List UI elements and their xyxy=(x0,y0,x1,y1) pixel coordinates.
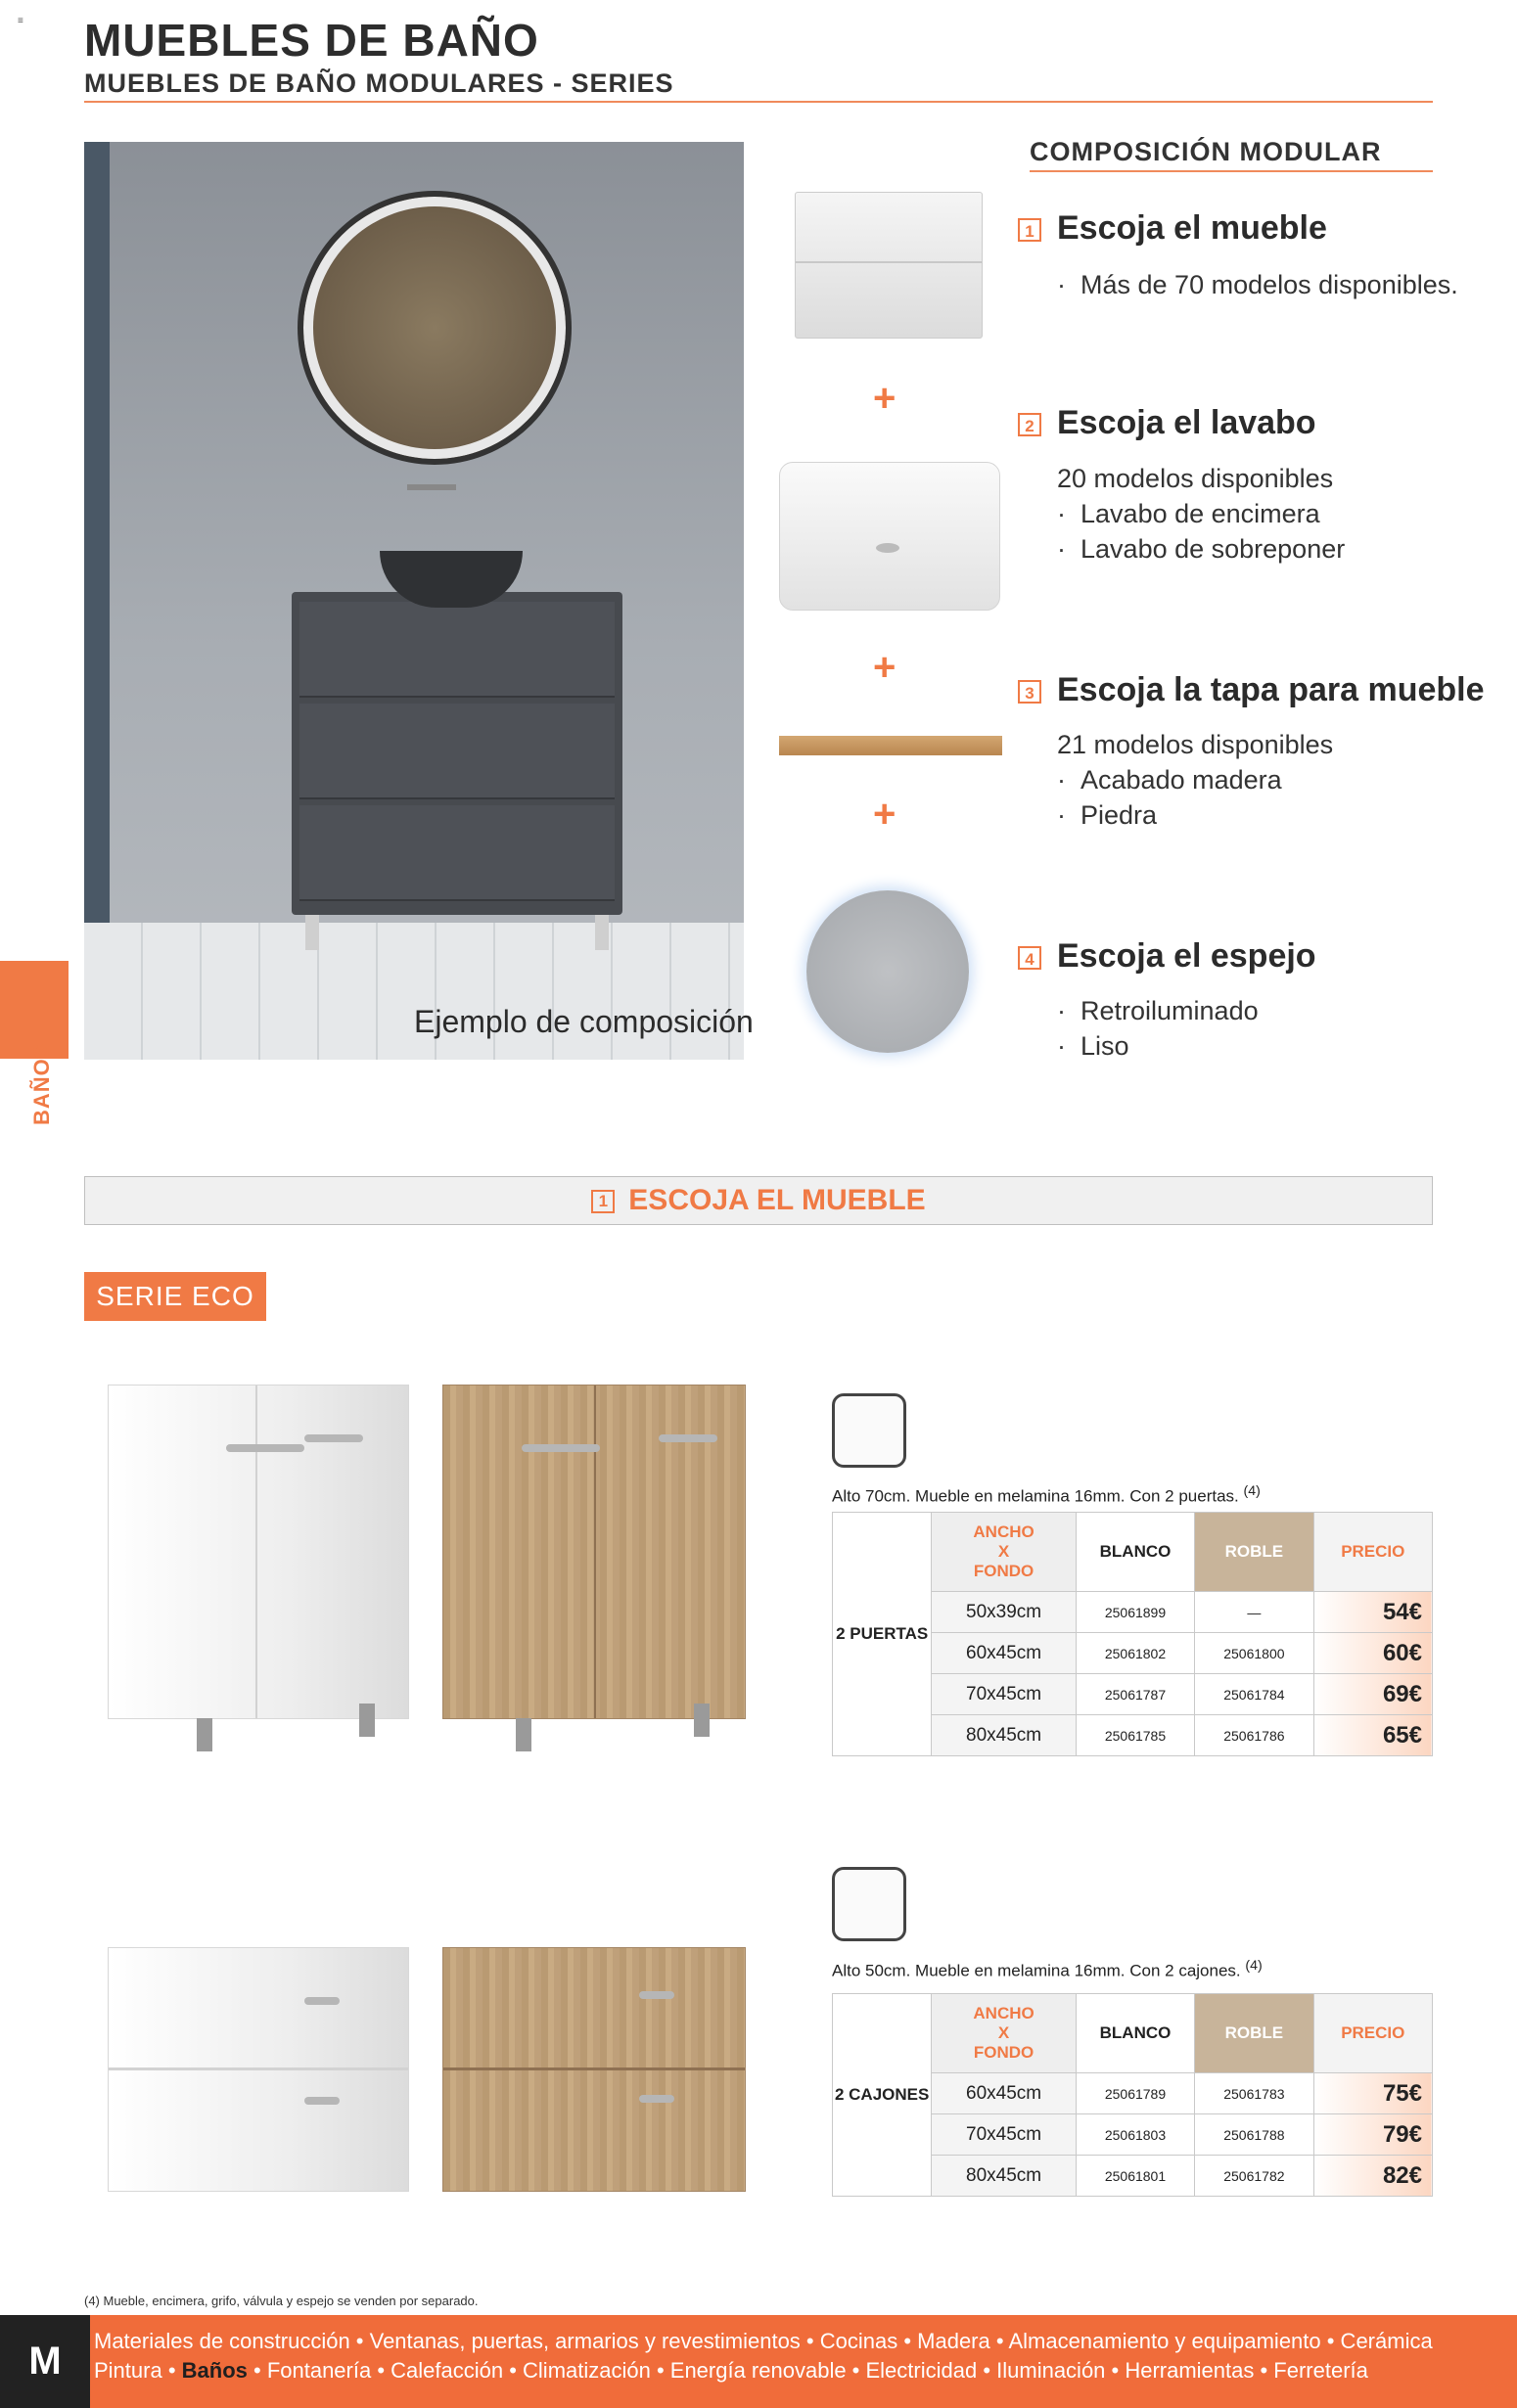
header-blanco: BLANCO xyxy=(1076,1994,1194,2073)
cabinet-drawer xyxy=(299,704,615,799)
section-bar xyxy=(84,1176,1433,1225)
step-title: Escoja el lavabo xyxy=(1057,404,1316,441)
hero-photo xyxy=(84,142,744,1060)
step-number-box: 1 xyxy=(1018,218,1041,242)
footer-categories-line-1: Materiales de construcción • Ventanas, puertas, armarios y revestimientos • Cocinas • Madera • Almacenamiento y equipamiento • Cerámica xyxy=(94,2329,1433,2353)
header-blanco: BLANCO xyxy=(1076,1513,1194,1592)
step-number-box: 3 xyxy=(1018,680,1041,704)
step-number-box: 4 xyxy=(1018,946,1041,970)
white-cabinet-2-drawers-image xyxy=(108,1947,409,2192)
plus-icon: + xyxy=(873,377,896,420)
oak-cabinet-2-drawers-image xyxy=(442,1947,746,2192)
step-title: Escoja la tapa para mueble xyxy=(1057,671,1485,708)
price-table-2-drawers xyxy=(832,1993,1433,2197)
table-row: 70x45cm 25061803 25061788 79€ xyxy=(833,2114,1433,2156)
cabinet-drawer xyxy=(299,805,615,901)
step-bullet-line: · Lavabo de encimera xyxy=(1057,499,1320,528)
table-group-label: 2 CAJONES xyxy=(833,1994,932,2197)
header-precio: PRECIO xyxy=(1313,1994,1432,2073)
step-top-thumb xyxy=(779,736,1002,755)
cabinet-drawer-icon xyxy=(832,1393,906,1468)
step-mirror-thumb xyxy=(806,890,969,1053)
section-number-box: 1 xyxy=(591,1190,615,1213)
side-category-label: BAÑOS xyxy=(29,1042,54,1125)
bullet-icon: · xyxy=(1057,1031,1066,1061)
oak-cabinet-2-doors-image xyxy=(442,1385,746,1719)
corner-menu-mark: ≡ xyxy=(18,16,23,26)
table-group-label: 2 PUERTAS xyxy=(833,1513,932,1756)
table-note: Alto 50cm. Mueble en melamina 16mm. Con 2 cajones. $^{(4)}$ xyxy=(832,1958,1263,1980)
step-sink-thumb xyxy=(779,462,1000,611)
header-roble: ROBLE xyxy=(1195,1994,1313,2073)
step-intro: 20 modelos disponibles xyxy=(1057,464,1334,493)
step-title: Escoja el espejo xyxy=(1057,937,1316,975)
white-cabinet-2-doors-image xyxy=(108,1385,409,1719)
cabinet-drawer-icon xyxy=(832,1867,906,1941)
footer-categories-line-2: Pintura • Baños • Fontanería • Calefacción • Climatización • Energía renovable • Electricidad • Iluminación • Herramientas • Ferretería xyxy=(94,2358,1368,2383)
header-roble: ROBLE xyxy=(1195,1513,1313,1592)
cabinet-leg xyxy=(595,915,609,950)
header-dimensions: ANCHO X FONDO xyxy=(932,1513,1076,1592)
bullet-icon: · xyxy=(1057,800,1066,830)
bullet-icon: · xyxy=(1057,534,1066,564)
tap-image xyxy=(407,484,456,510)
header-rule xyxy=(84,101,1433,103)
brand-logo: M xyxy=(0,2315,90,2408)
step-bullet-line: · Acabado madera xyxy=(1057,765,1282,795)
serie-badge: SERIE ECO xyxy=(84,1272,266,1321)
cabinet-drawer xyxy=(299,602,615,698)
composition-heading: COMPOSICIÓN MODULAR xyxy=(1030,137,1382,166)
header-precio: PRECIO xyxy=(1313,1513,1432,1592)
table-row: 80x45cm 25061785 25061786 65€ xyxy=(833,1715,1433,1756)
table-row: 60x45cm 25061789 25061783 75€ xyxy=(833,2073,1433,2114)
step-number-box: 2 xyxy=(1018,413,1041,436)
footnote: (4) Mueble, encimera, grifo, válvula y espejo se venden por separado. xyxy=(84,2294,479,2308)
bullet-icon: · xyxy=(1057,765,1066,795)
step-bullet-line: · Retroiluminado xyxy=(1057,996,1259,1025)
step-intro: 21 modelos disponibles xyxy=(1057,730,1334,759)
step-title: Escoja el mueble xyxy=(1057,209,1327,247)
composition-rule xyxy=(1030,170,1433,172)
header-dimensions: ANCHO X FONDO xyxy=(932,1994,1076,2073)
bullet-icon: · xyxy=(1057,996,1066,1025)
cabinet-image xyxy=(292,592,622,915)
step-bullet-line: · Piedra xyxy=(1057,800,1158,830)
hero-caption: Ejemplo de composición xyxy=(414,1004,754,1039)
plus-icon: + xyxy=(873,793,896,836)
bullet-icon: · xyxy=(1057,499,1066,528)
price-table-2-doors xyxy=(832,1512,1433,1756)
cabinet-leg xyxy=(305,915,319,950)
footer-active-category[interactable]: Baños xyxy=(181,2358,248,2383)
step-bullet-line: · Lavabo de sobreponer xyxy=(1057,534,1346,564)
step-bullet-line: · Más de 70 modelos disponibles. xyxy=(1057,270,1458,299)
table-row: 80x45cm 25061801 25061782 82€ xyxy=(833,2156,1433,2197)
bullet-icon: · xyxy=(1057,270,1066,299)
round-mirror-image xyxy=(298,191,572,465)
table-row: 70x45cm 25061787 25061784 69€ xyxy=(833,1674,1433,1715)
table-row: 50x39cm 25061899 — 54€ xyxy=(833,1592,1433,1633)
section-title: 1 ESCOJA EL MUEBLE xyxy=(85,1177,1432,1224)
plus-icon: + xyxy=(873,646,896,689)
step-bullet-line: · Liso xyxy=(1057,1031,1129,1061)
page-subtitle: MUEBLES DE BAÑO MODULARES - SERIES xyxy=(84,68,674,98)
table-note: Alto 70cm. Mueble en melamina 16mm. Con 2 puertas. $^{(4)}$ xyxy=(832,1483,1261,1506)
page-title: MUEBLES DE BAÑO xyxy=(84,15,539,66)
step-cabinet-thumb xyxy=(795,192,983,339)
table-row: 60x45cm 25061802 25061800 60€ xyxy=(833,1633,1433,1674)
